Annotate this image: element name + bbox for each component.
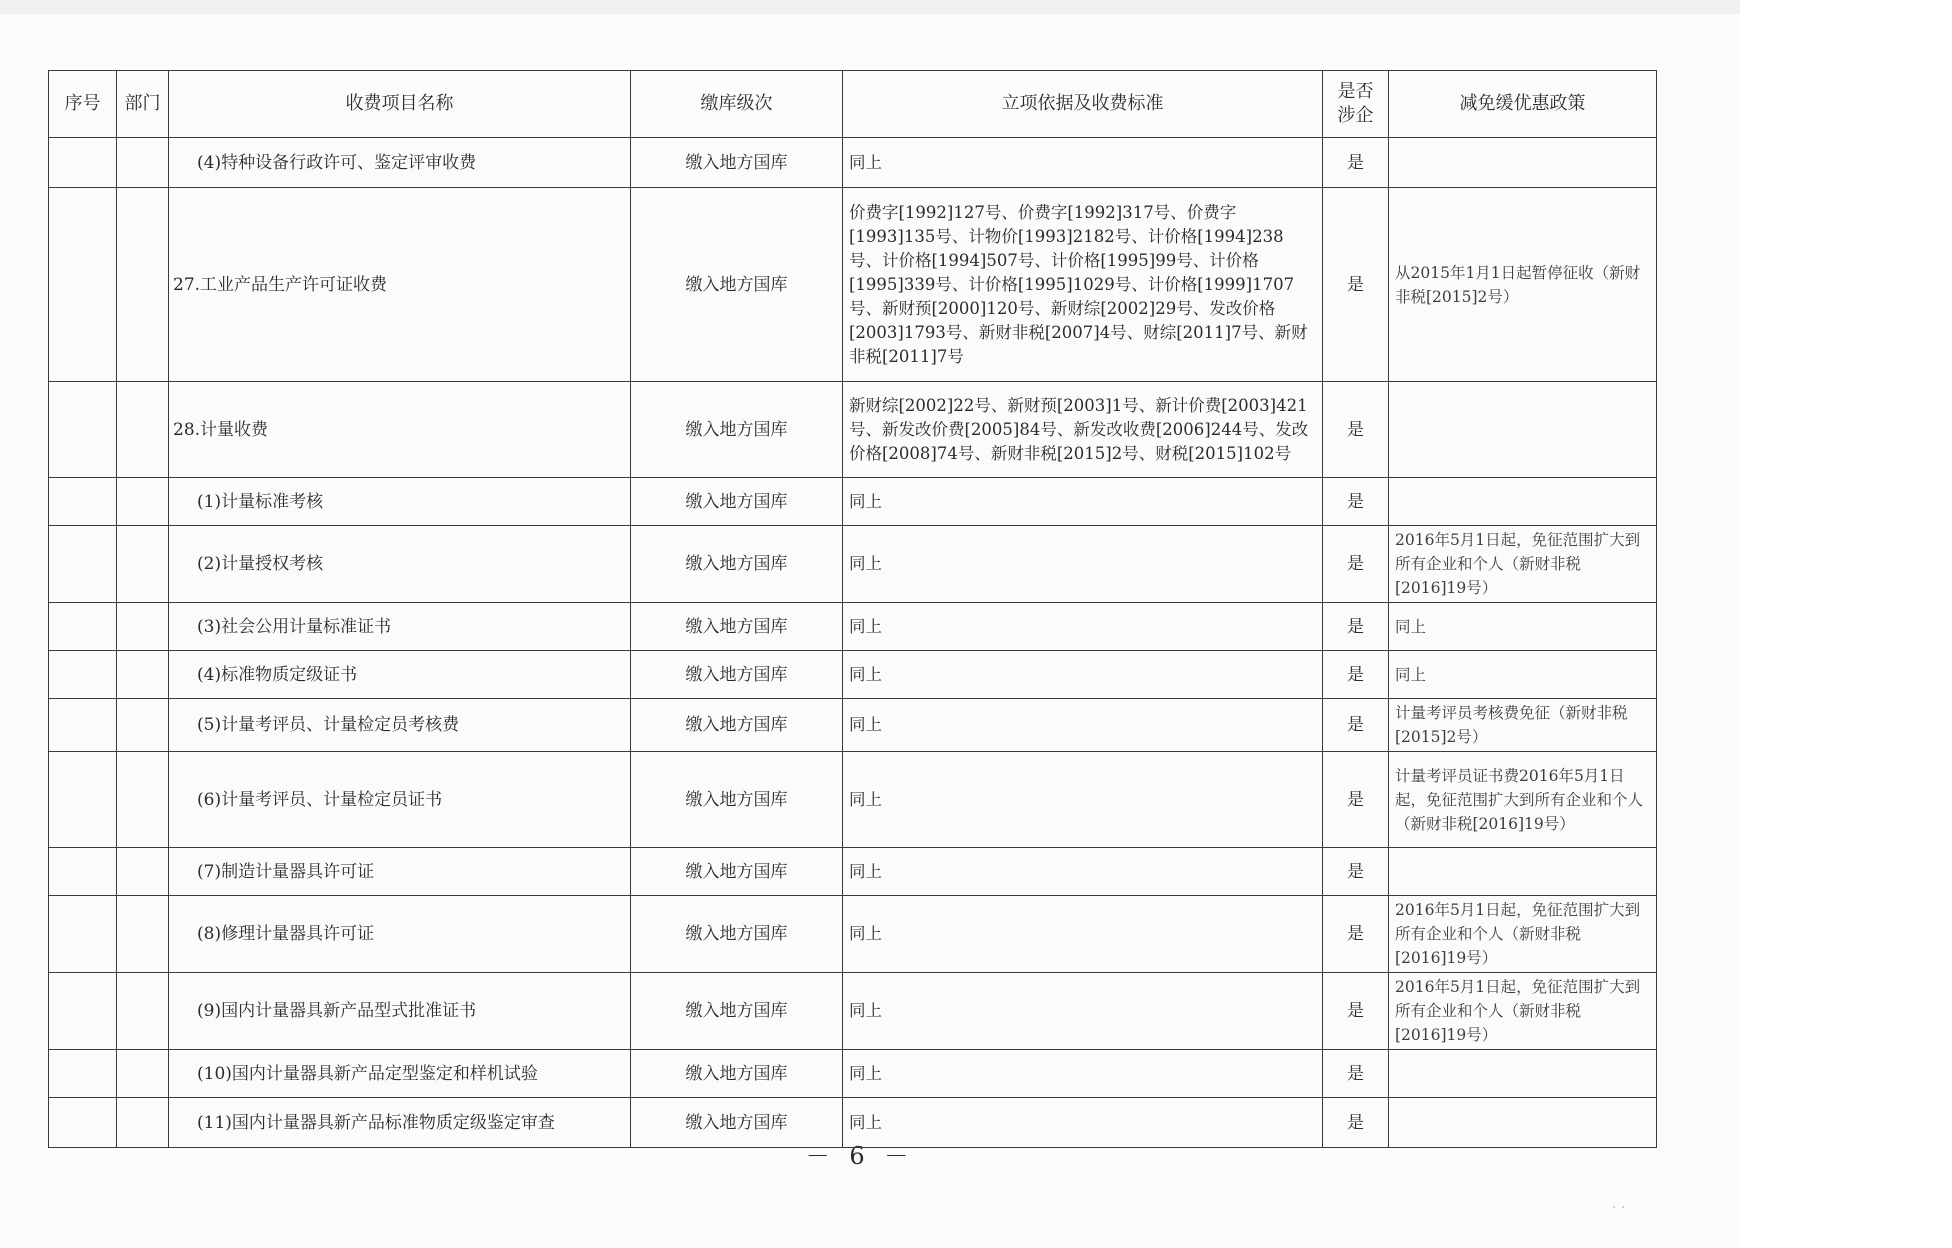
cell-policy [1389,848,1657,896]
cell-basis: 同上 [843,526,1323,603]
cell-basis: 价费字[1992]127号、价费字[1992]317号、价费字[1993]135号、计物价[1993]2182号、计价格[1994]238号、计价格[1994]507号、计价格[1995]99号、计价格[1995]339号、计价格[1995]1029号、计价格[1999]1707号、新财预[2000]120号、新财综[2002]29号、发改价格[2003]1793号、新财非税[2007]4号、财综[2011]7号、新财非税[2011]7号 [843,188,1323,382]
cell-basis: 同上 [843,138,1323,188]
cell-seq [49,752,117,848]
cell-basis: 同上 [843,651,1323,699]
table-row [49,526,1657,603]
cell-seq [49,138,117,188]
cell-seq [49,1050,117,1098]
cell-policy [1389,1050,1657,1098]
cell-treasury: 缴入地方国库 [631,478,843,526]
cell-basis: 同上 [843,1098,1323,1148]
cell-basis: 同上 [843,896,1323,973]
cell-treasury: 缴入地方国库 [631,752,843,848]
table-row [49,382,1657,478]
cell-enterprise: 是 [1323,1050,1389,1098]
cell-dept [117,526,169,603]
cell-basis: 同上 [843,699,1323,752]
cell-enterprise: 是 [1323,896,1389,973]
cell-treasury: 缴入地方国库 [631,896,843,973]
cell-treasury: 缴入地方国库 [631,848,843,896]
cell-seq [49,603,117,651]
cell-dept [117,478,169,526]
cell-name: (8)修理计量器具许可证 [169,896,631,973]
cell-enterprise: 是 [1323,526,1389,603]
cell-basis: 同上 [843,848,1323,896]
cell-policy [1389,382,1657,478]
cell-dept [117,973,169,1050]
cell-treasury: 缴入地方国库 [631,1098,843,1148]
table-row [49,699,1657,752]
table-row [49,1050,1657,1098]
cell-name: (3)社会公用计量标准证书 [169,603,631,651]
header-enterprise: 是否涉企 [1323,71,1389,138]
cell-enterprise: 是 [1323,603,1389,651]
cell-enterprise: 是 [1323,699,1389,752]
cell-basis: 同上 [843,603,1323,651]
cell-policy [1389,478,1657,526]
header-seq: 序号 [49,71,117,138]
cell-treasury: 缴入地方国库 [631,1050,843,1098]
table-header-row [49,71,1657,138]
cell-enterprise: 是 [1323,478,1389,526]
cell-enterprise: 是 [1323,382,1389,478]
table-row [49,478,1657,526]
cell-seq [49,896,117,973]
cell-policy: 同上 [1389,651,1657,699]
cell-enterprise: 是 [1323,752,1389,848]
header-name: 收费项目名称 [169,71,631,138]
cell-name: 28.计量收费 [169,382,631,478]
cell-dept [117,138,169,188]
header-policy: 减免缓优惠政策 [1389,71,1657,138]
fee-table [48,70,1657,1148]
header-basis: 立项依据及收费标准 [843,71,1323,138]
cell-dept [117,382,169,478]
header-dept: 部门 [117,71,169,138]
table-row [49,752,1657,848]
cell-enterprise: 是 [1323,848,1389,896]
cell-enterprise: 是 [1323,651,1389,699]
cell-policy: 从2015年1月1日起暂停征收（新财非税[2015]2号） [1389,188,1657,382]
cell-treasury: 缴入地方国库 [631,188,843,382]
cell-basis: 同上 [843,752,1323,848]
cell-dept [117,188,169,382]
cell-seq [49,699,117,752]
cell-name: 27.工业产品生产许可证收费 [169,188,631,382]
header-treasury: 缴库级次 [631,71,843,138]
cell-basis: 新财综[2002]22号、新财预[2003]1号、新计价费[2003]421号、新发改价费[2005]84号、新发改收费[2006]244号、发改价格[2008]74号、新财非税[2015]2号、财税[2015]102号 [843,382,1323,478]
cell-policy: 计量考评员证书费2016年5月1日起，免征范围扩大到所有企业和个人（新财非税[2016]19号） [1389,752,1657,848]
cell-basis: 同上 [843,973,1323,1050]
cell-basis: 同上 [843,478,1323,526]
cell-dept [117,651,169,699]
table-row [49,603,1657,651]
cell-seq [49,526,117,603]
cell-dept [117,603,169,651]
cell-policy: 计量考评员考核费免征（新财非税[2015]2号） [1389,699,1657,752]
cell-seq [49,188,117,382]
cell-seq [49,848,117,896]
cell-dept [117,699,169,752]
cell-seq [49,973,117,1050]
scan-top-edge [0,0,1740,14]
cell-name: (5)计量考评员、计量检定员考核费 [169,699,631,752]
cell-enterprise: 是 [1323,138,1389,188]
cell-seq [49,382,117,478]
cell-name: (6)计量考评员、计量检定员证书 [169,752,631,848]
cell-dept [117,848,169,896]
cell-dept [117,896,169,973]
cell-enterprise: 是 [1323,188,1389,382]
table-row [49,651,1657,699]
cell-enterprise: 是 [1323,973,1389,1050]
blank-margin [1740,0,1952,1248]
table-row [49,896,1657,973]
cell-policy: 2016年5月1日起，免征范围扩大到所有企业和个人（新财非税[2016]19号） [1389,896,1657,973]
cell-name: (4)标准物质定级证书 [169,651,631,699]
cell-policy: 同上 [1389,603,1657,651]
cell-policy: 2016年5月1日起，免征范围扩大到所有企业和个人（新财非税[2016]19号） [1389,526,1657,603]
cell-treasury: 缴入地方国库 [631,138,843,188]
cell-name: (2)计量授权考核 [169,526,631,603]
cell-treasury: 缴入地方国库 [631,699,843,752]
cell-name: (7)制造计量器具许可证 [169,848,631,896]
table-row [49,188,1657,382]
cell-dept [117,752,169,848]
page-number: － 6 － [805,1142,915,1170]
cell-treasury: 缴入地方国库 [631,651,843,699]
cell-dept [117,1050,169,1098]
table-row [49,138,1657,188]
cell-basis: 同上 [843,1050,1323,1098]
cell-name: (1)计量标准考核 [169,478,631,526]
cell-enterprise: 是 [1323,1098,1389,1148]
cell-name: (10)国内计量器具新产品定型鉴定和样机试验 [169,1050,631,1098]
cell-treasury: 缴入地方国库 [631,526,843,603]
cell-policy: 2016年5月1日起，免征范围扩大到所有企业和个人（新财非税[2016]19号） [1389,973,1657,1050]
cell-treasury: 缴入地方国库 [631,603,843,651]
cell-treasury: 缴入地方国库 [631,382,843,478]
cell-name: (11)国内计量器具新产品标准物质定级鉴定审查 [169,1098,631,1148]
cell-seq [49,651,117,699]
table-row [49,848,1657,896]
scan-specks: · · [1612,1200,1626,1216]
cell-policy [1389,138,1657,188]
cell-seq [49,478,117,526]
cell-treasury: 缴入地方国库 [631,973,843,1050]
cell-name: (9)国内计量器具新产品型式批准证书 [169,973,631,1050]
table-row [49,973,1657,1050]
cell-name: (4)特种设备行政许可、鉴定评审收费 [169,138,631,188]
